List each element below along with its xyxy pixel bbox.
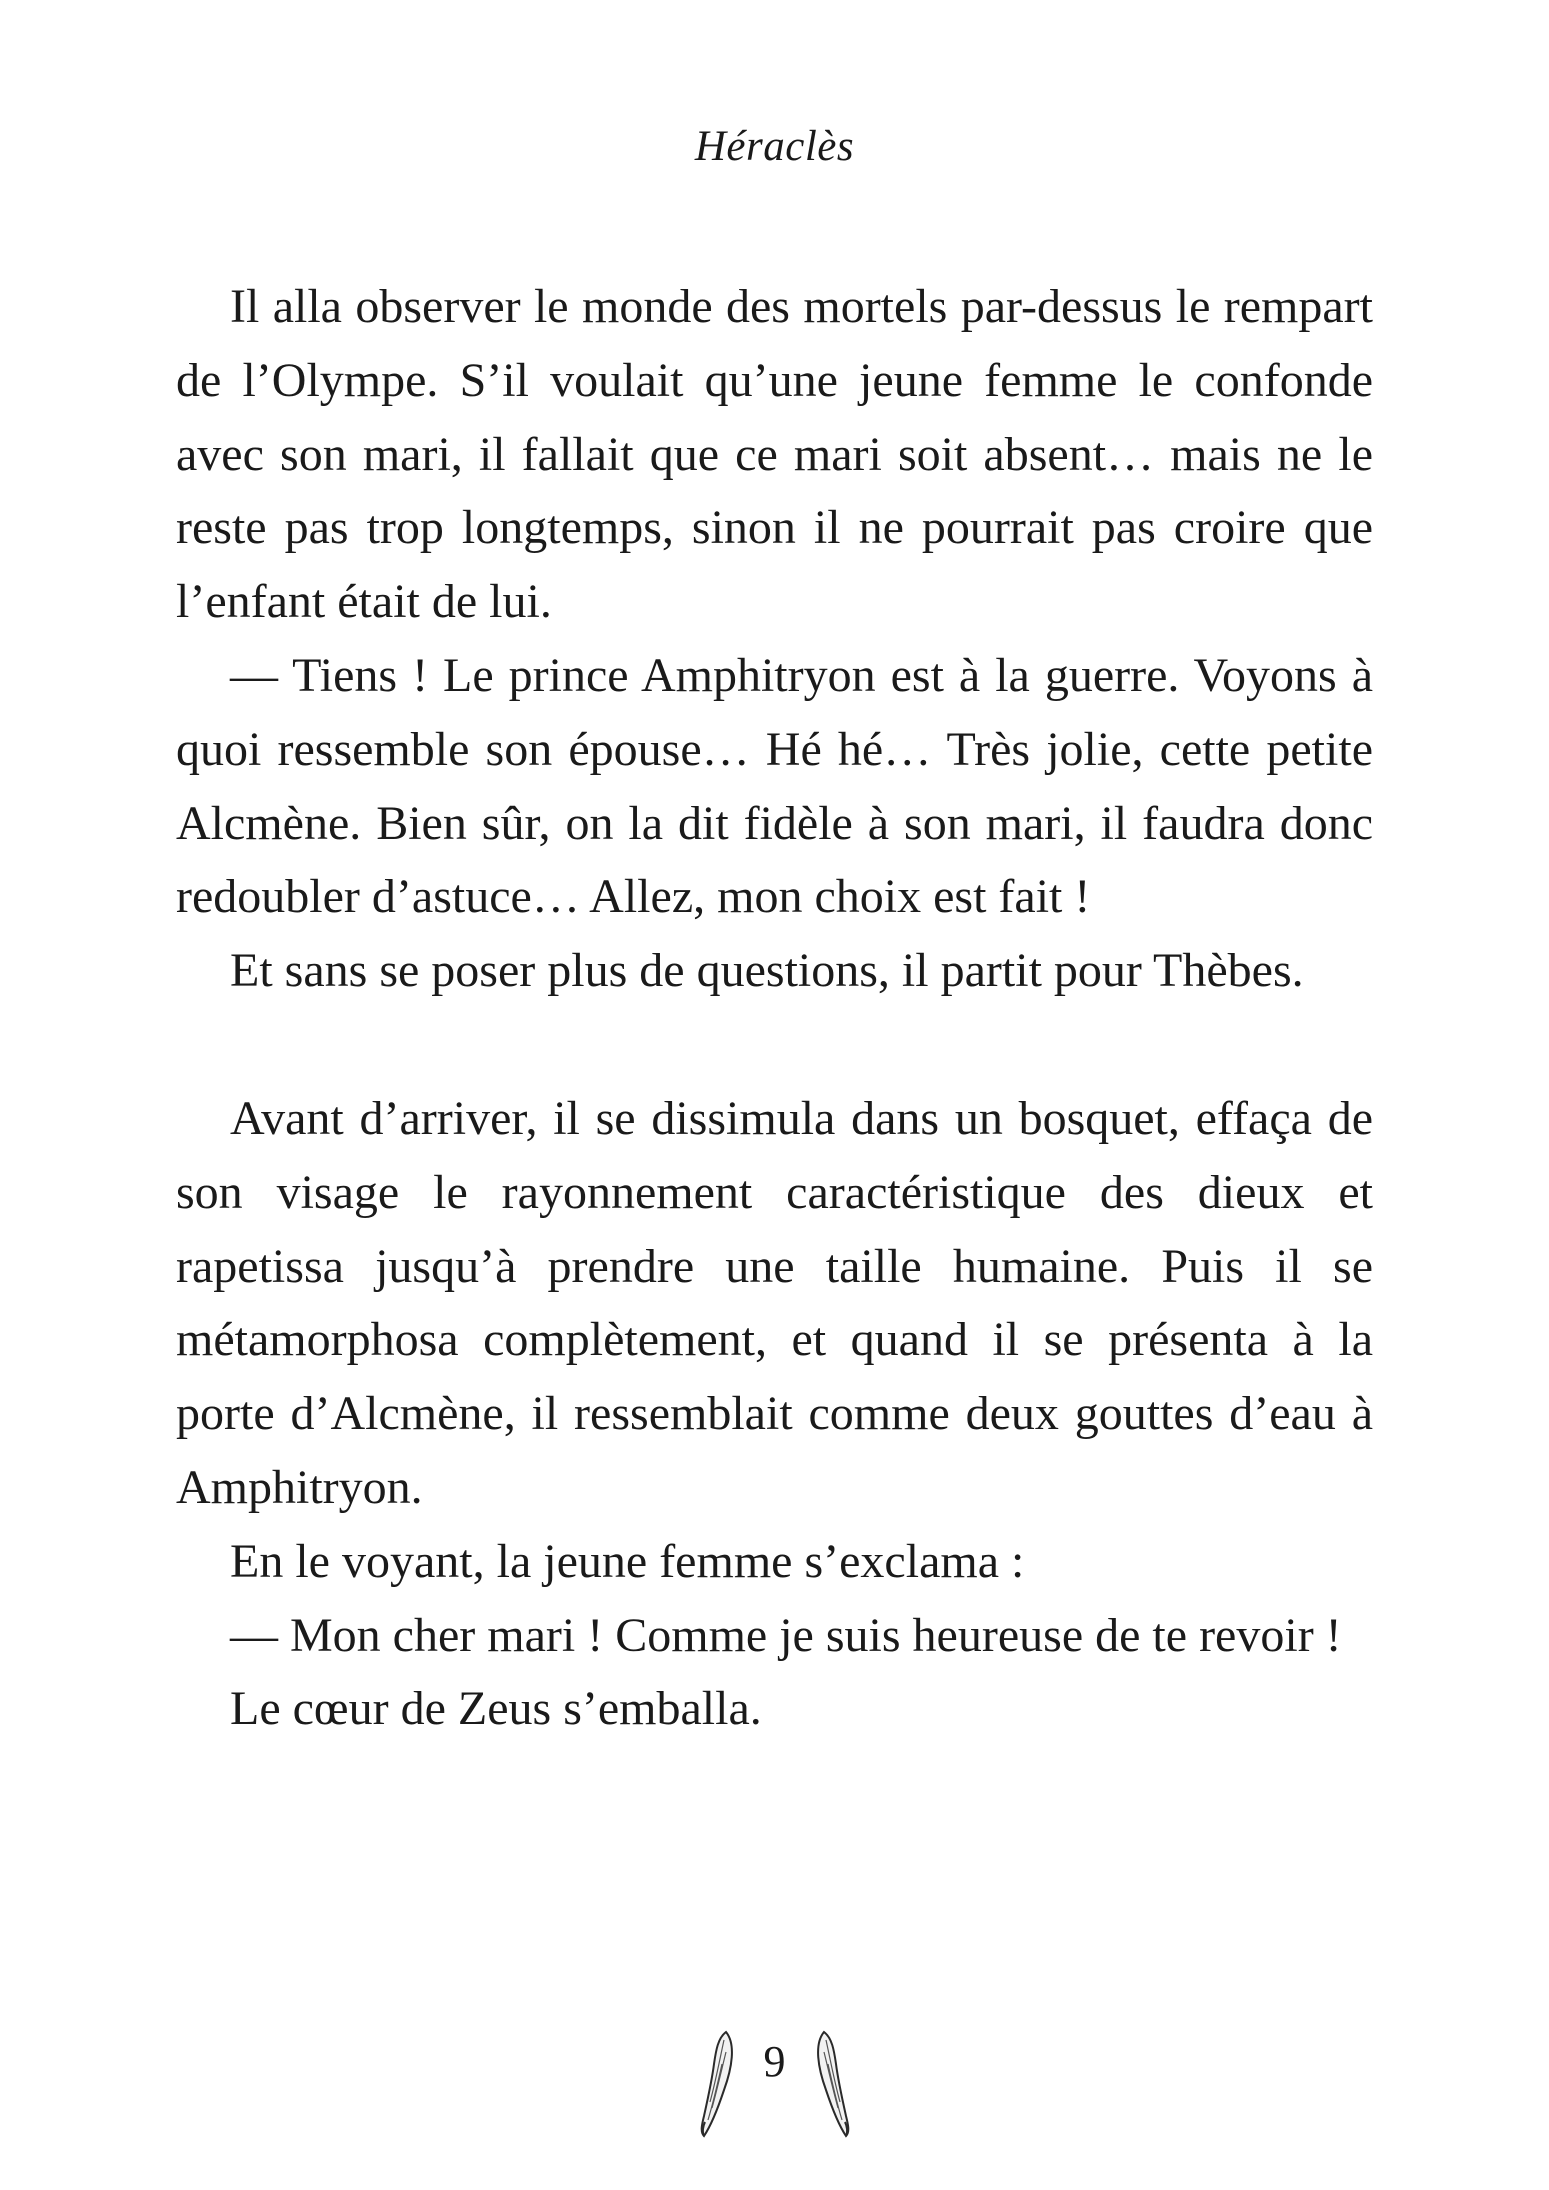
- page-number: 9: [763, 2037, 786, 2086]
- running-title: Héraclès: [694, 123, 855, 170]
- left-wing-icon: [696, 2028, 736, 2140]
- body-text: [176, 270, 1373, 1746]
- paragraph: Et sans se poser plus de questions, il partit pour Thèbes.: [230, 944, 1304, 998]
- paragraph: En le voyant, la jeune femme s’exclama :: [230, 1534, 1025, 1588]
- paragraph: — Mon cher mari ! Comme je suis heureuse de te revoir !: [230, 1608, 1342, 1662]
- paragraph: Le cœur de Zeus s’emballa.: [230, 1682, 762, 1736]
- right-wing-icon: [814, 2028, 854, 2140]
- paragraph: — Tiens ! Le prince Amphitryon est à la guerre. Voyons à quoi ressemble son épouse… Hé hé… Très jolie, cette petite Alcmène. Bien sûr, on la dit fidèle à son mari, il faudra donc redoubler d’astuce… Allez, mon choix est fait !: [176, 648, 1373, 924]
- paragraph: Avant d’arriver, il se dissimula dans un bosquet, effaça de son visage le rayonnement caractéristique des dieux et rapetissa jusqu’à prendre une taille humaine. Puis il se métamorphosa complètement, et quand il se présenta à la porte d’Alcmène, il ressemblait comme deux gouttes d’eau à Amphitryon.: [176, 1091, 1373, 1514]
- page-footer: [0, 2028, 1549, 2138]
- paragraph: Il alla observer le monde des mortels par-dessus le rempart de l’Olympe. S’il voulait qu’une jeune femme le confonde avec son mari, il fallait que ce mari soit absent… mais ne le reste pas trop longtemps, sinon il ne pourrait pas croire que l’enfant était de lui.: [176, 280, 1373, 629]
